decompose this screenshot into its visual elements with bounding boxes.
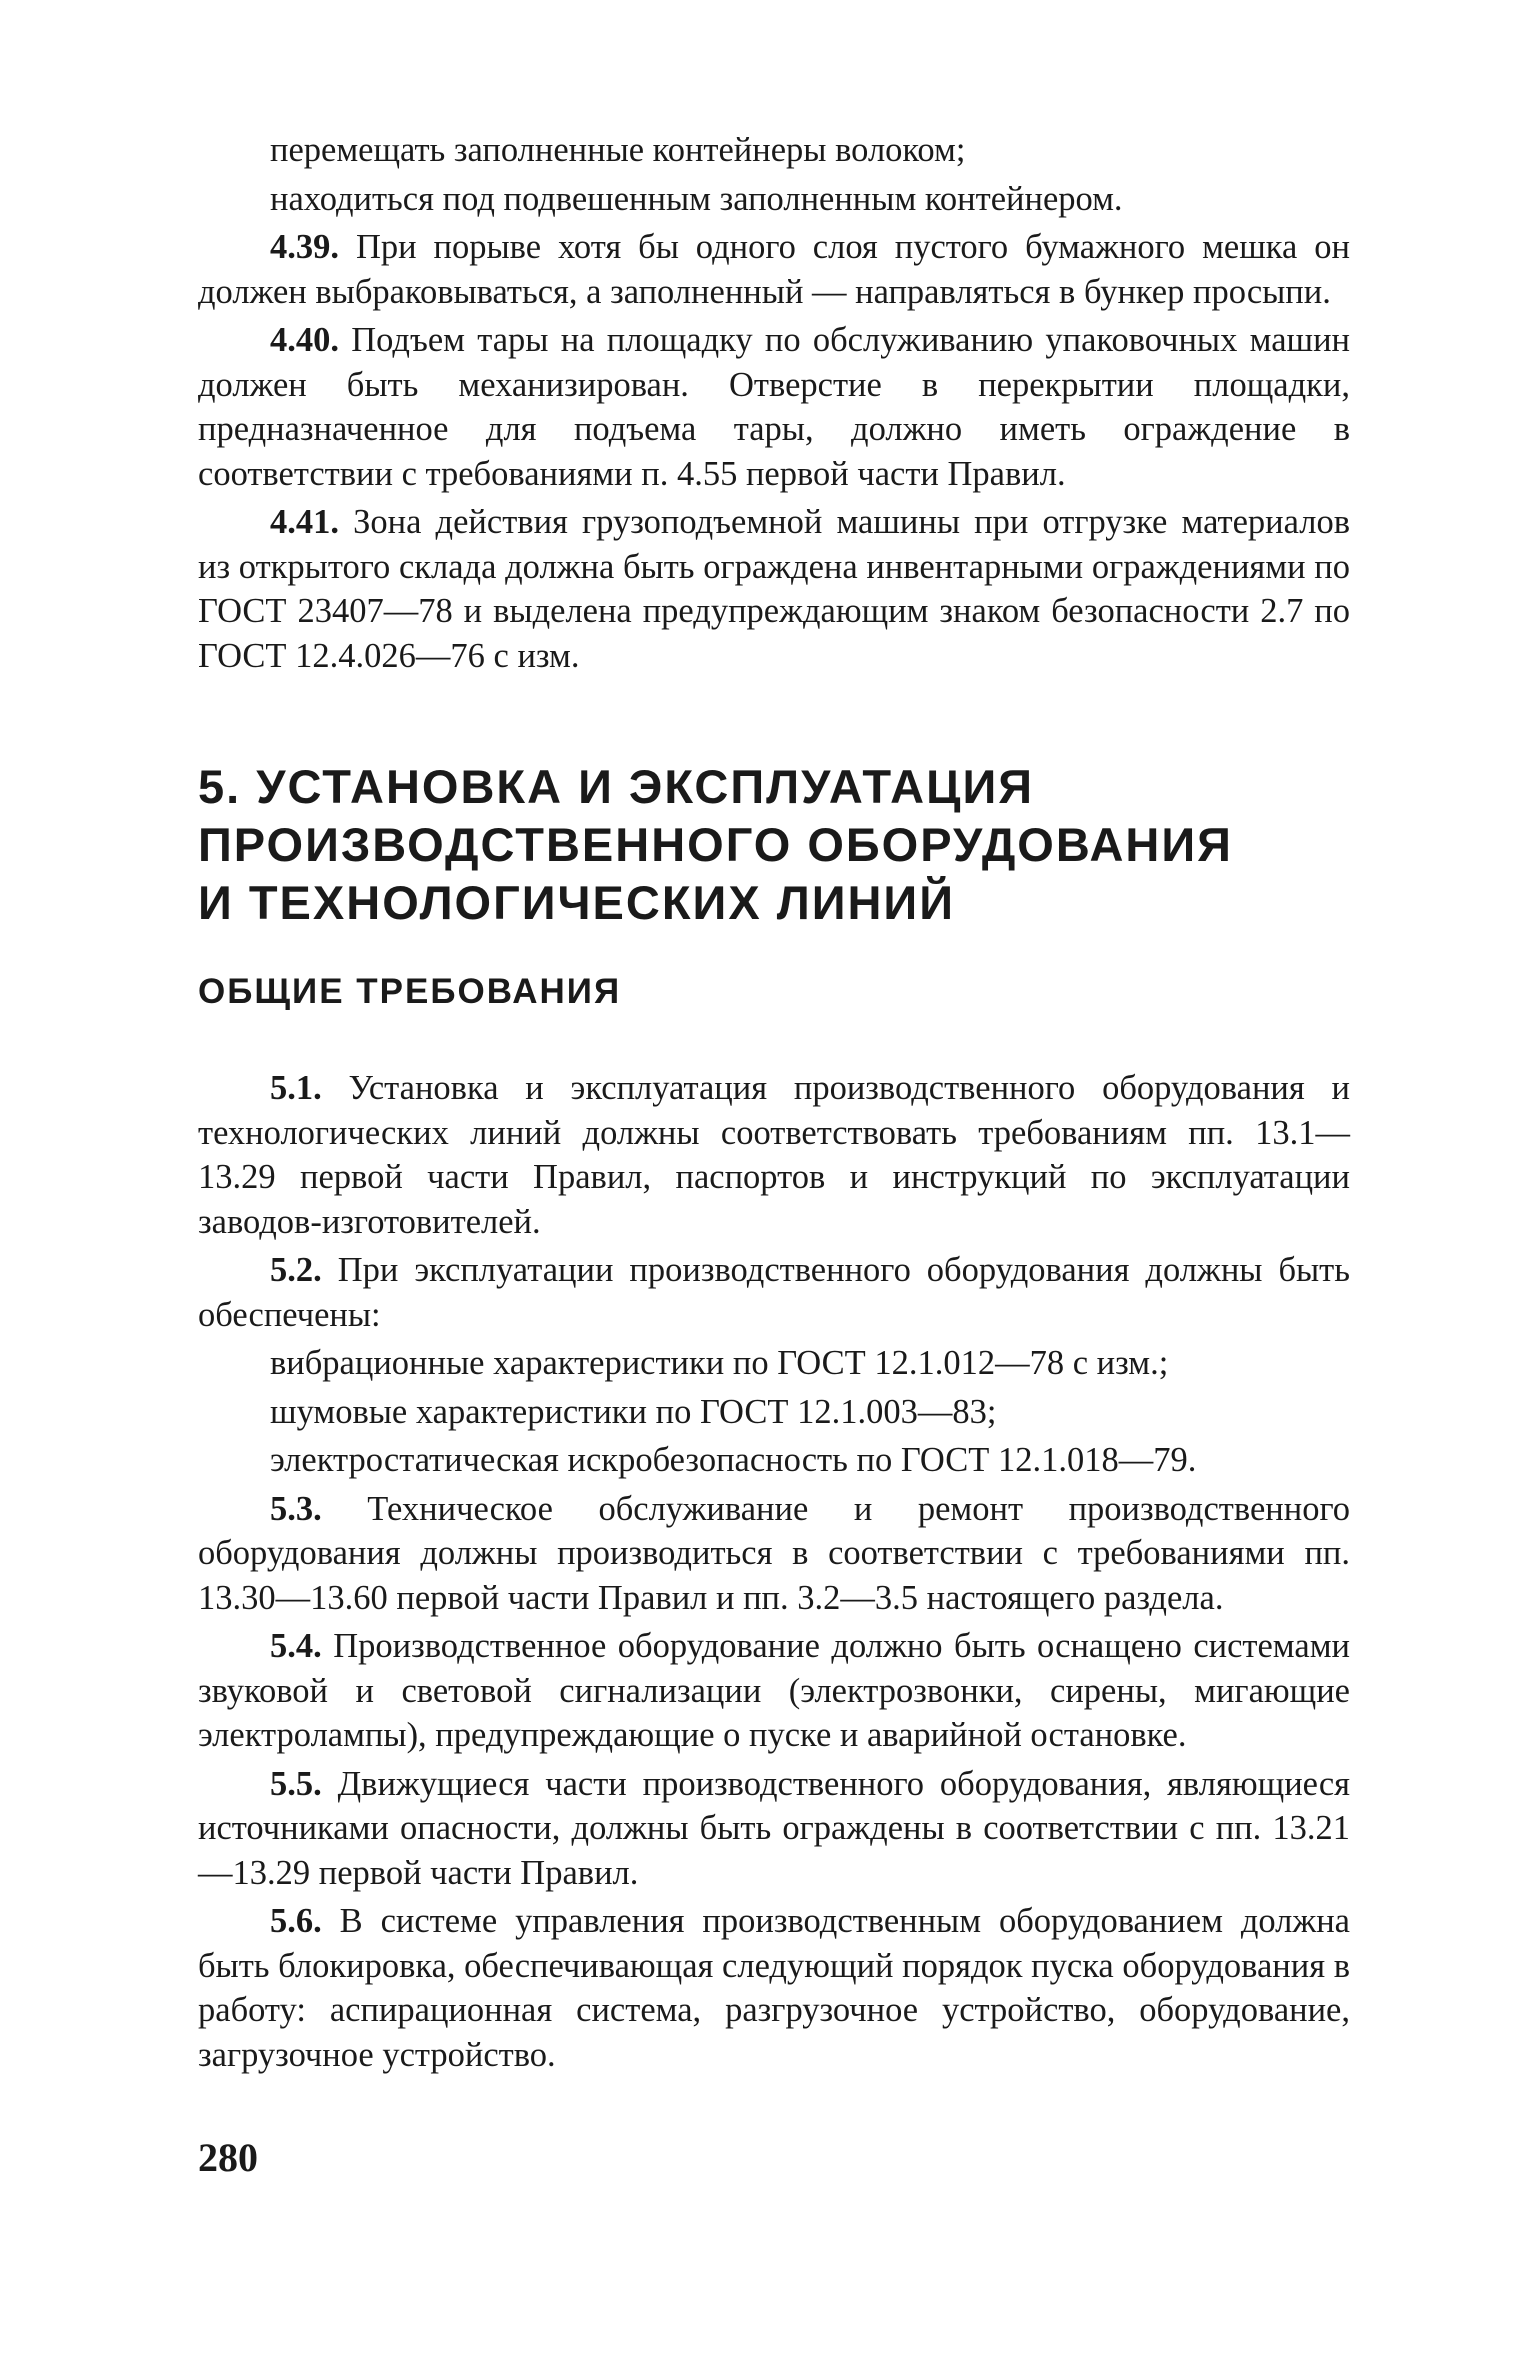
chapter-heading-line: ПРОИЗВОДСТВЕННОГО ОБОРУДОВАНИЯ: [198, 818, 1233, 871]
clause-text: Зона действия грузоподъемной машины при отгрузке материалов из открытого склада должна быть ограждена инвентарными ограждениями по ГОСТ 23407—78 и выделена предупреждающим знаком безопасности 2.7 по ГОСТ 12.4.026—76 с изм.: [198, 503, 1350, 675]
clause-text: Производственное оборудование должно быть оснащено системами звуковой и световой сигнализации (электрозвонки, сирены, мигающие электролампы), предупреждающие о пуске и аварийной остановке.: [198, 1627, 1351, 1754]
clause-text: При порыве хотя бы одного слоя пустого бумажного мешка он должен выбраковываться, а заполненный — направляться в бункер просыпи.: [198, 228, 1350, 311]
page-number: 280: [198, 2135, 258, 2180]
paragraph-4-40: [198, 318, 1350, 496]
paragraph-5-4: [198, 1624, 1350, 1758]
paragraph-4-41: [198, 500, 1350, 678]
clause-text: Техническое обслуживание и ремонт производственного оборудования должны производиться в соответствии с требованиями пп. 13.30—13.60 первой части Правил и пп. 3.2—3.5 настоящего раздела.: [198, 1489, 1350, 1617]
clause-number: 4.41.: [270, 503, 339, 541]
clause-number: 4.40.: [270, 321, 339, 359]
list-item: шумовые характеристики по ГОСТ 12.1.003—83;: [270, 1392, 997, 1431]
clause-number: 5.3.: [270, 1489, 322, 1528]
paragraph-4-39: [198, 225, 1350, 314]
chapter-heading: [198, 758, 1350, 932]
clause-text: Установка и эксплуатация производственного оборудования и технологических линий должны соответствовать требованиям пп. 13.1—13.29 первой части Правил, паспортов и инструкций по эксплуатации заводов-изготовителей.: [198, 1069, 1350, 1241]
clause-number: 4.39.: [270, 228, 339, 266]
list-item: находиться под подвешенным заполненным контейнером.: [270, 179, 1123, 218]
list-item: электростатическая искробезопасность по ГОСТ 12.1.018—79.: [270, 1441, 1197, 1479]
clause-number: 5.6.: [270, 1902, 322, 1940]
paragraph-5-1: [198, 1066, 1350, 1244]
list-item: перемещать заполненные контейнеры волоком;: [270, 131, 966, 169]
clause-text: Движущиеся части производственного оборудования, являющиеся источниками опасности, должны быть ограждены в соответствии с пп. 13.21—13.29 первой части Правил.: [198, 1764, 1351, 1892]
paragraph-5-5: [198, 1762, 1350, 1896]
chapter-heading-line: И ТЕХНОЛОГИЧЕСКИХ ЛИНИЙ: [198, 876, 955, 929]
list-item: вибрационные характеристики по ГОСТ 12.1.012—78 с изм.;: [270, 1344, 1169, 1382]
chapter-heading-line: 5. УСТАНОВКА И ЭКСПЛУАТАЦИЯ: [198, 760, 1035, 813]
document-page: [198, 128, 1350, 2081]
paragraph-5-3: [198, 1487, 1350, 1621]
clause-number: 5.5.: [270, 1764, 322, 1803]
clause-text: При эксплуатации производственного оборудования должны быть обеспечены:: [198, 1251, 1350, 1334]
paragraph-5-2: [198, 1248, 1350, 1337]
clause-number: 5.1.: [270, 1069, 322, 1107]
clause-number: 5.2.: [270, 1251, 322, 1289]
clause-number: 5.4.: [270, 1627, 322, 1665]
clause-text: Подъем тары на площадку по обслуживанию упаковочных машин должен быть механизирован. Отверстие в перекрытии площадки, предназначенное для подъема тары, должно иметь ограждение в соответствии с требованиями п. 4.55 первой части Правил.: [198, 321, 1351, 493]
clause-text: В системе управления производственным оборудованием должна быть блокировка, обеспечивающая следующий порядок пуска оборудования в работу: аспирационная система, разгрузочное устройство, оборудование, загрузочное устройство.: [198, 1902, 1350, 2074]
section-subheading: ОБЩИЕ ТРЕБОВАНИЯ: [198, 972, 622, 1011]
paragraph-5-6: [198, 1899, 1350, 2077]
